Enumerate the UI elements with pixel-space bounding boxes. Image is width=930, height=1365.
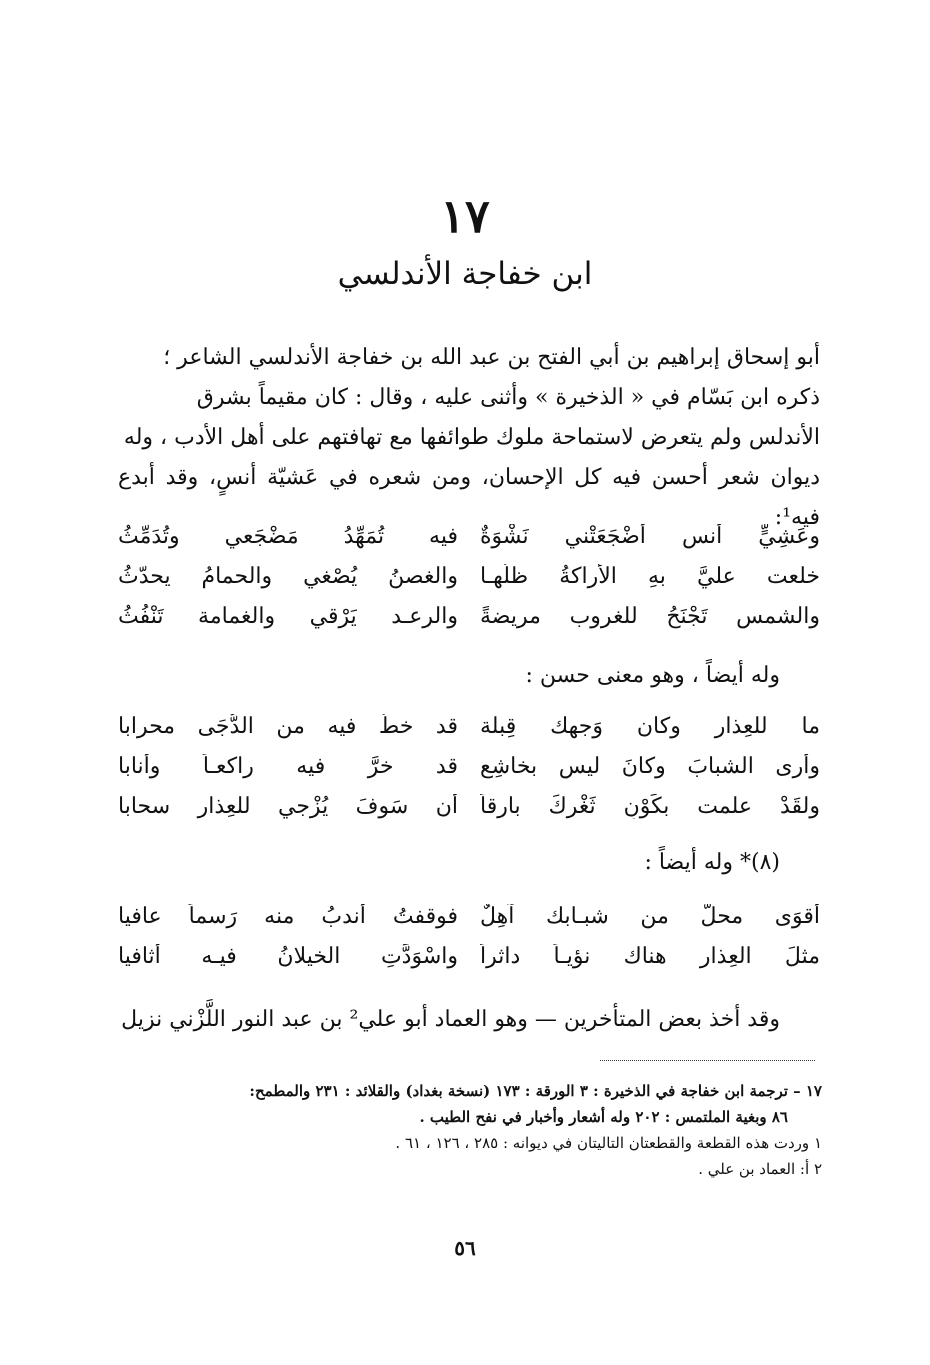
verse-line bbox=[118, 516, 820, 556]
verse-line bbox=[118, 746, 820, 786]
first-hemistich: مثلَ العِذار هناك نؤيـاً داثراً bbox=[480, 943, 820, 969]
verse-line bbox=[118, 706, 820, 746]
poem-2 bbox=[118, 706, 820, 826]
second-hemistich: قد خطَّ فيه من الدُّجَى محرابا bbox=[118, 713, 458, 739]
first-hemistich: وعَشِيٍّ أنسٍ أضْجَعَتْني نَشْوَةٌ bbox=[480, 523, 820, 549]
footnote-divider bbox=[600, 1060, 815, 1061]
intro-line: ذكره ابن بَسّام في « الذخيرة » وأثنى عليه ، وقال : كان مقيماً بشرق bbox=[196, 385, 820, 410]
footnote-17-line-2: ٨٦ وبغية الملتمس : ٢٠٢ وله أشعار وأخبار في نفح الطيب . bbox=[419, 1108, 788, 1126]
footnote-1: ١ وردت هذه القطعة والقطعتان التاليتان في ديوانه : ٢٨٥ ، ١٢٦ ، ٦١ . bbox=[395, 1134, 822, 1152]
second-hemistich: والرعـد يَرْقي والغمامة تَنْفُثُ bbox=[118, 603, 458, 629]
intro-line: أبو إسحاق إبراهيم بن أبي الفتح بن عبد الله بن خفاجة الأندلسي الشاعر ؛ bbox=[163, 345, 820, 370]
second-hemistich: فوقفتُ أندبُ منه رَسماً عافيا bbox=[118, 903, 458, 929]
footnote-17-line-1: ١٧ – ترجمة ابن خفاجة في الذخيرة : ٣ الورقة : ١٧٣ (نسخة بغداد) والقلائد : ٢٣١ والمطمح: bbox=[249, 1082, 822, 1100]
poem-3 bbox=[118, 896, 820, 976]
poem-1 bbox=[118, 516, 820, 636]
verse-line bbox=[118, 936, 820, 976]
footnotes bbox=[110, 1078, 822, 1182]
first-hemistich: ولقَدْ علمت بكَوْنِ ثَغْرِكَ بارقاً bbox=[480, 793, 820, 819]
intro-paragraph bbox=[118, 338, 820, 538]
closing-line: وقد أخذ بعض المتأخرين — وهو العماد أبو علي² بن عبد النور اللَّزْني نزيل bbox=[121, 1007, 780, 1032]
second-hemistich: قد خرَّ فيه راكعـاً وأنابا bbox=[118, 753, 458, 779]
interlude-text: (٨)* وله أيضاً : bbox=[644, 850, 780, 875]
verse-line bbox=[118, 596, 820, 636]
verse-line bbox=[118, 786, 820, 826]
intro-line: ديوان شعر أحسن فيه كل الإحسان، ومن شعره في عَشيّة أنسٍ، وقد أبدع فيه¹: bbox=[118, 465, 820, 530]
page-number: ٥٦ bbox=[454, 1236, 476, 1260]
footnote-2: ٢ أ: العماد بن علي . bbox=[698, 1160, 822, 1178]
chapter-number: ١٧ bbox=[440, 189, 490, 243]
intro-line: الأندلس ولم يتعرض لاستماحة ملوك طوائفها مع تهافتهم على أهل الأدب ، وله bbox=[123, 425, 820, 450]
second-hemistich: واسْوَدَّتِ الخيلانُ فيـه أثافيا bbox=[118, 943, 458, 969]
first-hemistich: والشمس تَجْنَحُ للغروب مريضةً bbox=[480, 603, 820, 629]
interlude-text: وله أيضاً ، وهو معنى حسن : bbox=[525, 663, 780, 688]
second-hemistich: فيه تُمَهِّدُ مَضْجَعي وتُدَمِّثُ bbox=[118, 523, 458, 549]
first-hemistich: أقوَى محلٌّ من شبـابك آهِلٌ bbox=[480, 903, 820, 929]
verse-line bbox=[118, 896, 820, 936]
first-hemistich: ما للعِذار وكان وَجهك قِبلة bbox=[480, 713, 820, 739]
chapter-title: ابن خفاجة الأندلسي bbox=[337, 256, 593, 292]
second-hemistich: والغصنُ يُصْغي والحمامُ يحدّثُ bbox=[118, 563, 458, 589]
second-hemistich: أن سَوفَ يُزْجي للعِذار سحابا bbox=[118, 793, 458, 819]
first-hemistich: خلعت عليَّ بهِ الأراكةُ ظلَّهـا bbox=[480, 563, 820, 589]
first-hemistich: وأرى الشبابَ وكانَ ليس بخاشِعٍ bbox=[480, 753, 820, 779]
verse-line bbox=[118, 556, 820, 596]
